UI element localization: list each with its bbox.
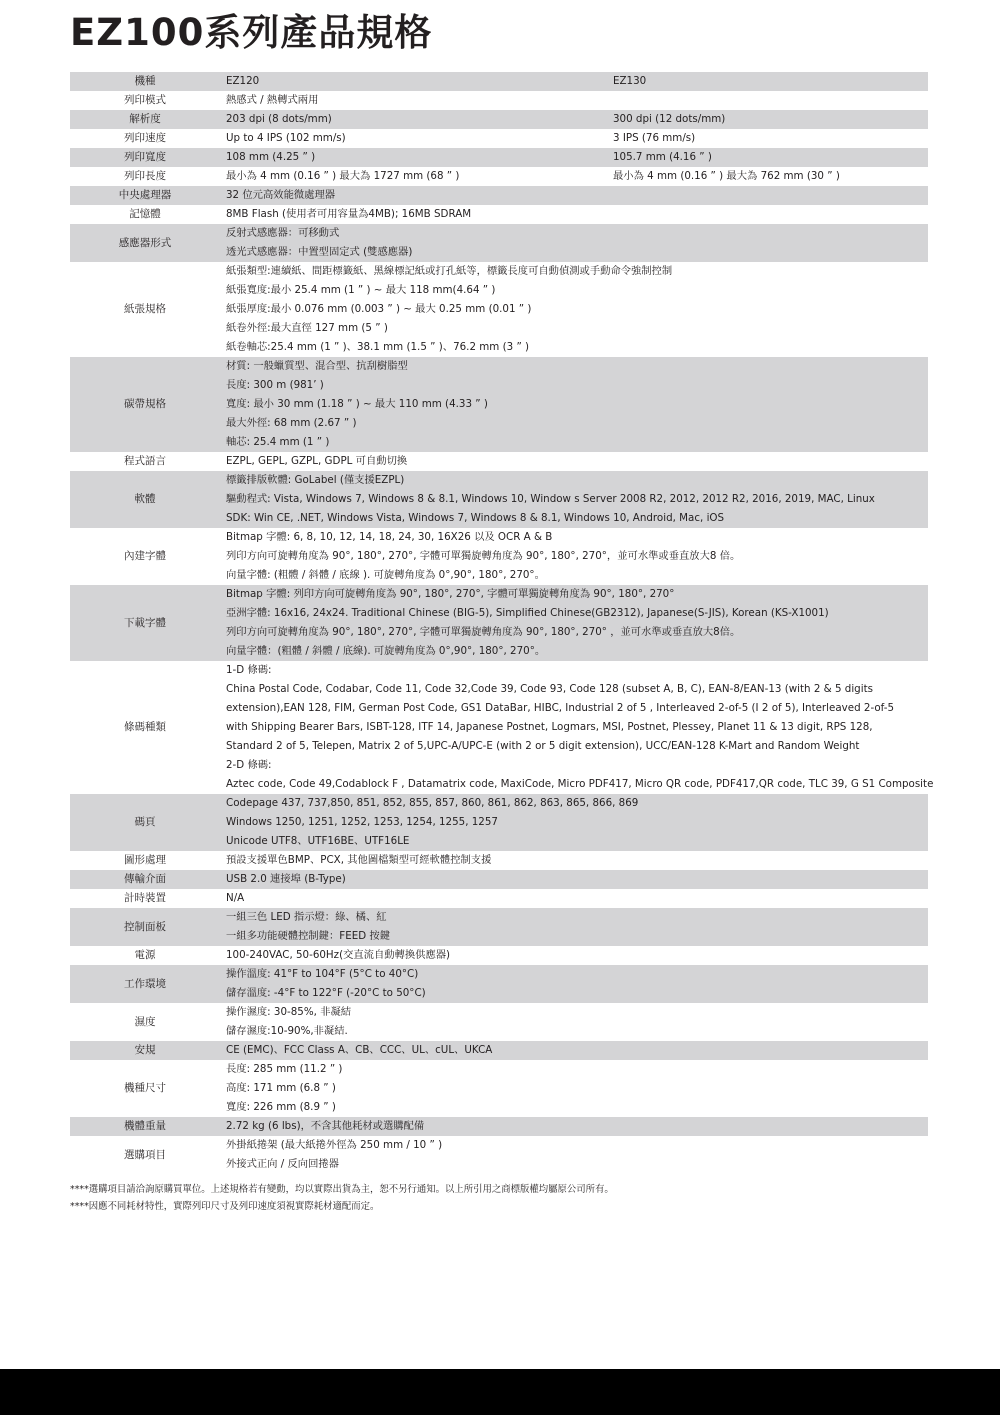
- spec-values: [220, 357, 928, 452]
- spec-label: 控制面板: [124, 920, 166, 933]
- spec-label: 列印模式: [124, 94, 166, 106]
- spec-label: 濕度: [134, 1015, 156, 1028]
- spec-value-line: 儲存濕度:10-90%,非凝結.: [226, 1025, 348, 1037]
- spec-values: [220, 889, 928, 908]
- spec-value-line: 亞洲字體: 16x16, 24x24. Traditional Chinese (BIG-5), Simplified Chinese(GB2312), Japanese(S-JIS), Korean (KS-X1001): [226, 607, 829, 619]
- spec-values: [220, 91, 928, 110]
- spec-value-line: 紙卷軸芯:25.4 mm (1 ” )、38.1 mm (1.5 ” )、76.2 mm (3 ” ): [226, 341, 530, 353]
- spec-value-line: 寬度: 226 mm (8.9 ” ): [226, 1101, 336, 1113]
- spec-label: 列印寬度: [124, 151, 166, 163]
- spec-value-ez130: EZ130: [613, 75, 647, 87]
- spec-row: [70, 148, 928, 167]
- spec-value-line: 紙張類型:連續紙、間距標籤紙、黑線標記紙或打孔紙等，標籤長度可自動偵測或手動命令強制控制: [226, 265, 673, 277]
- spec-values: [220, 452, 928, 471]
- spec-value-line: 列印方向可旋轉角度為 90°, 180°, 270°, 字體可單獨旋轉角度為 90°, 180°, 270° ，並可水準或垂直放大8倍。: [226, 626, 741, 638]
- spec-values: [220, 528, 928, 585]
- spec-row: [70, 357, 928, 452]
- spec-row: [70, 1136, 928, 1174]
- spec-values: [220, 908, 928, 946]
- spec-values: [220, 72, 928, 91]
- spec-row: [70, 1041, 928, 1060]
- footnote: ****因應不同耗材特性，實際列印尺寸及列印速度須視實際耗材適配而定。: [70, 1201, 380, 1212]
- spec-values: [220, 1041, 928, 1060]
- spec-value-line: 紙張厚度:最小 0.076 mm (0.003 ” ) ~ 最大 0.25 mm (0.01 ” ): [226, 303, 532, 315]
- spec-value-line: 外接式正向 / 反向回捲器: [226, 1158, 339, 1170]
- spec-value-line: 外掛紙捲架 (最大紙捲外徑為 250 mm / 10 ” ): [226, 1139, 443, 1151]
- spec-values: [220, 471, 928, 528]
- spec-value-ez120: 203 dpi (8 dots/mm): [226, 113, 332, 125]
- spec-label: 工作環境: [124, 977, 166, 990]
- spec-value-line: Codepage 437, 737,850, 851, 852, 855, 857, 860, 861, 862, 863, 865, 866, 869: [226, 797, 639, 809]
- spec-value-line: 紙卷外徑:最大直徑 127 mm (5 ” ): [226, 322, 388, 334]
- spec-values: [220, 148, 928, 167]
- spec-value-line: 標籤排版軟體: GoLabel (僅支援EZPL): [226, 474, 405, 486]
- spec-values: [220, 585, 928, 661]
- spec-value-line: CE (EMC)、FCC Class A、CB、CCC、UL、cUL、UKCA: [226, 1044, 493, 1056]
- spec-value-line: Standard 2 of 5, Telepen, Matrix 2 of 5,UPC-A/UPC-E (with 2 or 5 digit extension), UCC/EAN-128 K-Mart and Random Weight: [226, 740, 860, 752]
- spec-values: [220, 794, 928, 851]
- spec-value-line: 2.72 kg (6 lbs)，不含其他耗材或選購配備: [226, 1120, 425, 1132]
- spec-label: 內建字體: [124, 550, 166, 562]
- page-title: EZ100系列產品規格: [70, 11, 433, 54]
- spec-value-line: 高度: 171 mm (6.8 ” ): [226, 1082, 336, 1094]
- spec-label: 選購項目: [124, 1148, 166, 1161]
- spec-row: [70, 1060, 928, 1117]
- spec-value-line: 8MB Flash (使用者可用容量為4MB); 16MB SDRAM: [226, 208, 472, 220]
- spec-value-ez120: Up to 4 IPS (102 mm/s): [226, 132, 346, 144]
- spec-row: [70, 794, 928, 851]
- spec-row: [70, 452, 928, 471]
- spec-values: [220, 661, 933, 794]
- spec-value-ez120: EZ120: [226, 75, 260, 87]
- spec-label: 解析度: [129, 113, 161, 125]
- spec-value-line: Windows 1250, 1251, 1252, 1253, 1254, 1255, 1257: [226, 816, 498, 828]
- spec-value-line: 1-D 條碼:: [226, 664, 272, 676]
- spec-label: 傳輸介面: [124, 873, 166, 885]
- spec-label: 中央處理器: [118, 189, 172, 201]
- spec-value-line: 長度: 285 mm (11.2 ” ): [226, 1063, 343, 1075]
- spec-label: 電源: [134, 949, 156, 961]
- spec-values: [220, 129, 928, 148]
- spec-label: 列印長度: [124, 170, 166, 182]
- spec-row: [70, 91, 928, 110]
- spec-row: [70, 1003, 928, 1041]
- spec-row: [70, 1117, 928, 1136]
- spec-label: 下載字體: [124, 616, 166, 629]
- spec-label: 軟體: [134, 493, 156, 505]
- spec-value-ez130: 105.7 mm (4.16 ” ): [613, 151, 712, 163]
- spec-label: 圖形處理: [124, 854, 166, 866]
- spec-value-line: EZPL, GEPL, GZPL, GDPL 可自動切換: [226, 455, 408, 467]
- spec-table: [70, 72, 934, 1174]
- spec-values: [220, 205, 928, 224]
- spec-value-line: 一組多功能硬體控制鍵：FEED 按鍵: [226, 930, 390, 942]
- spec-label: 機種: [134, 75, 156, 87]
- spec-value-line: 熱感式 / 熱轉式兩用: [226, 94, 319, 106]
- spec-row: [70, 72, 928, 91]
- footnote: ****選購項目請洽詢原購買單位。上述規格若有變動，均以實際出貨為主，恕不另行通知。以上所引用之商標版權均屬原公司所有。: [70, 1184, 614, 1195]
- spec-values: [220, 186, 928, 205]
- spec-row: [70, 129, 928, 148]
- spec-value-line: 儲存溫度: -4°F to 122°F (-20°C to 50°C): [226, 987, 426, 999]
- spec-label: 機種尺寸: [124, 1082, 166, 1094]
- spec-label: 紙張規格: [124, 303, 166, 315]
- spec-label: 機體重量: [124, 1120, 166, 1132]
- spec-value-line: 預設支援單色BMP、PCX, 其他圖檔類型可經軟體控制支援: [226, 854, 492, 866]
- spec-row: [70, 528, 928, 585]
- spec-label: 條碼種類: [124, 721, 166, 733]
- spec-value-line: Unicode UTF8、UTF16BE、UTF16LE: [226, 835, 410, 847]
- spec-value-ez130: 300 dpi (12 dots/mm): [613, 113, 726, 125]
- spec-label: 碳帶規格: [124, 398, 166, 410]
- spec-values: [220, 1060, 928, 1117]
- spec-row: [70, 585, 928, 661]
- spec-value-line: with Shipping Bearer Bars, ISBT-128, ITF 14, Japanese Postnet, Logmars, MSI, Postnet, Plessey, Planet 11 & 13 digit, RPS 128,: [226, 721, 873, 733]
- spec-value-line: 寬度: 最小 30 mm (1.18 ” ) ~ 最大 110 mm (4.33 ” ): [226, 398, 488, 410]
- spec-row: [70, 851, 928, 870]
- spec-value-line: SDK: Win CE, .NET, Windows Vista, Windows 7, Windows 8 & 8.1, Windows 10, Android, Mac, iOS: [226, 512, 725, 524]
- spec-values: [220, 167, 928, 186]
- footnotes: [70, 1181, 614, 1215]
- spec-row: [70, 167, 928, 186]
- spec-values: [220, 870, 928, 889]
- spec-values: [220, 851, 928, 870]
- spec-value-line: 32 位元高效能微處理器: [226, 189, 336, 201]
- spec-value-line: 材質: 一般蠟質型、混合型、抗刮樹脂型: [226, 360, 408, 372]
- spec-value-line: 紙張寬度:最小 25.4 mm (1 ” ) ~ 最大 118 mm(4.64 ” ): [226, 284, 496, 296]
- spec-values: [220, 262, 928, 357]
- spec-row: [70, 186, 928, 205]
- spec-value-line: N/A: [226, 892, 245, 904]
- spec-label: 列印速度: [124, 132, 166, 144]
- spec-values: [220, 1117, 928, 1136]
- spec-value-line: USB 2.0 連接埠 (B-Type): [226, 873, 346, 885]
- spec-value-line: extension),EAN 128, FIM, German Post Code, GS1 DataBar, HIBC, Industrial 2 of 5 , Interleaved 2-of-5 (I 2 of 5), Interleaved 2-of-5: [226, 702, 894, 714]
- spec-label: 程式語言: [124, 455, 166, 467]
- spec-label: 安規: [134, 1044, 156, 1056]
- spec-row: [70, 224, 928, 262]
- spec-values: [220, 110, 928, 129]
- spec-value-line: 2-D 條碼:: [226, 759, 272, 771]
- footer-bar: [0, 1369, 1000, 1415]
- spec-label: 計時裝置: [124, 892, 166, 904]
- spec-row: [70, 205, 928, 224]
- spec-values: [220, 946, 928, 965]
- spec-row: [70, 471, 928, 528]
- spec-label: 感應器形式: [118, 236, 172, 249]
- spec-value-line: China Postal Code, Codabar, Code 11, Code 32,Code 39, Code 93, Code 128 (subset A, B, C), EAN-8/EAN-13 (with 2 & 5 digits: [226, 683, 873, 695]
- spec-label: 碼頁: [134, 816, 156, 828]
- spec-row: [70, 946, 928, 965]
- spec-value-line: Bitmap 字體: 6, 8, 10, 12, 14, 18, 24, 30, 16X26 以及 OCR A & B: [226, 531, 553, 543]
- spec-row: [70, 262, 928, 357]
- spec-value-line: 操作溫度: 41°F to 104°F (5°C to 40°C): [226, 968, 419, 980]
- spec-value-line: 反射式感應器：可移動式: [226, 227, 340, 239]
- spec-value-line: 長度: 300 m (981’ ): [226, 379, 324, 391]
- spec-value-line: 一組三色 LED 指示燈：綠、橘、紅: [226, 911, 387, 923]
- spec-row: [70, 661, 934, 794]
- spec-row: [70, 870, 928, 889]
- spec-value-line: 透光式感應器：中置型固定式 (雙感應器): [226, 246, 413, 258]
- spec-value-ez120: 108 mm (4.25 ” ): [226, 151, 316, 163]
- spec-value-line: 操作濕度: 30-85%, 非凝結: [226, 1006, 352, 1018]
- spec-value-ez130: 3 IPS (76 mm/s): [613, 132, 696, 144]
- spec-row: [70, 908, 928, 946]
- spec-value-line: 列印方向可旋轉角度為 90°, 180°, 270°, 字體可單獨旋轉角度為 90°, 180°, 270°，並可水準或垂直放大8 倍。: [226, 550, 741, 562]
- spec-values: [220, 224, 928, 262]
- spec-value-line: 向量字體：(粗體 / 斜體 / 底線). 可旋轉角度為 0°,90°, 180°, 270°。: [226, 645, 546, 657]
- spec-value-line: 驅動程式: Vista, Windows 7, Windows 8 & 8.1, Windows 10, Window s Server 2008 R2, 2012, 2012 R2, 2016, 2019, MAC, Linux: [226, 493, 875, 505]
- spec-value-line: 最大外徑: 68 mm (2.67 ” ): [226, 417, 357, 429]
- spec-values: [220, 1003, 928, 1041]
- spec-value-line: Aztec code, Code 49,Codablock F , Datamatrix code, MaxiCode, Micro PDF417, Micro QR code, PDF417,QR code, TLC 39, G S1 Composite: [226, 778, 934, 790]
- spec-row: [70, 110, 928, 129]
- spec-value-line: 軸芯: 25.4 mm (1 ” ): [226, 436, 330, 448]
- spec-row: [70, 889, 928, 908]
- spec-values: [220, 1136, 928, 1174]
- spec-value-line: 100-240VAC, 50-60Hz(交直流自動轉換供應器): [226, 949, 451, 961]
- spec-value-ez120: 最小為 4 mm (0.16 ” ) 最大為 1727 mm (68 ” ): [226, 170, 460, 182]
- spec-value-line: Bitmap 字體: 列印方向可旋轉角度為 90°, 180°, 270°, 字體可單獨旋轉角度為 90°, 180°, 270°: [226, 588, 675, 600]
- spec-label: 記憶體: [129, 208, 161, 220]
- spec-value-line: 向量字體: (粗體 / 斜體 / 底線 ). 可旋轉角度為 0°,90°, 180°, 270°。: [226, 569, 545, 581]
- spec-row: [70, 965, 928, 1003]
- spec-values: [220, 965, 928, 1003]
- spec-value-ez130: 最小為 4 mm (0.16 ” ) 最大為 762 mm (30 ” ): [613, 170, 840, 182]
